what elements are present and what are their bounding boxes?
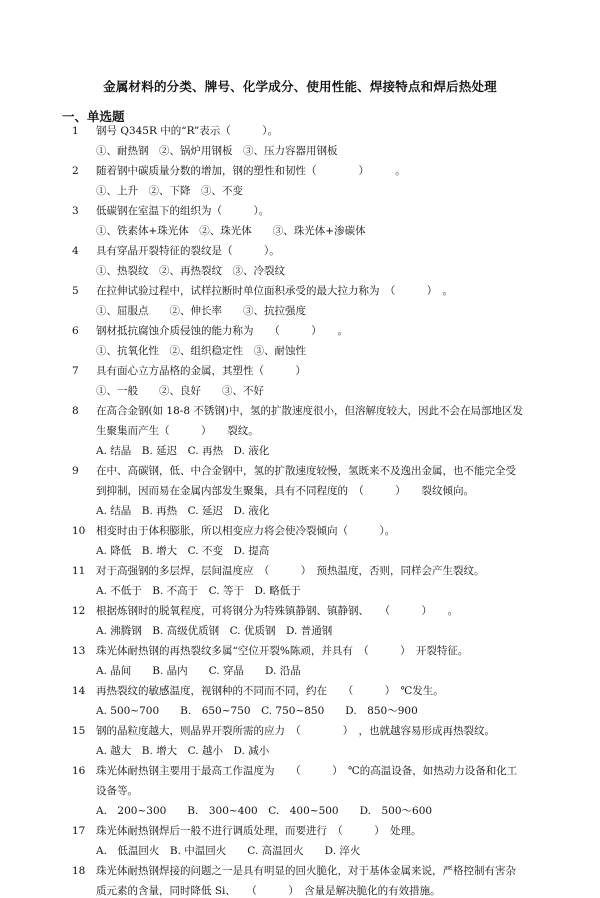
question-stem-line: 具有面心立方晶格的金属，其塑性（ ） [96,365,306,377]
question-stem-line: 相变时由于体积膨胀，所以相变应力将会使冷裂倾向（ ）。 [96,525,396,537]
question-number: 3 [72,205,79,217]
question-options: ①、铁素体+珠光体 ②、珠光体 ③、珠光体+渗碳体 [96,225,366,237]
question-number: 12 [72,605,86,617]
question-number: 1 [72,125,79,137]
question-stem-line: 钢号 Q345R 中的“R”表示（ ）。 [96,125,279,137]
question-stem-line: 到抑制，因而易在金属内部发生聚集，具有不同程度的 （ ） 裂纹倾向。 [96,485,474,497]
question-options: ①、抗氧化性 ②、组织稳定性 ③、耐蚀性 [96,345,306,357]
question-stem-line: 珠光体耐热钢焊接的问题之一是具有明显的回火脆化，对于基体金属来说，严格控制有害杂 [96,865,516,877]
question-number: 6 [72,325,79,337]
question-number: 10 [72,525,86,537]
question-options: A. 沸腾钢 B. 高级优质钢 C. 优质钢 D. 普通钢 [96,625,333,637]
question-stem-line: 在拉伸试验过程中，试样拉断时单位面积承受的最大拉力称为 （ ） 。 [96,285,453,297]
question-number: 4 [72,245,79,257]
question-stem-line: 再热裂纹的敏感温度，视钢种的不同而不同，约在 （ ） ℃发生。 [96,685,444,697]
question-stem-line: 在中、高碳钢，低、中合金钢中，氢的扩散速度较慢，氢既来不及逸出金属，也不能完全受 [96,465,516,477]
question-stem-line: 钢材抵抗腐蚀介质侵蚀的能力称为 （ ） 。 [96,325,348,337]
question-number: 17 [72,825,86,837]
question-options: ①、屈服点 ②、伸长率 ③、抗拉强度 [96,305,306,317]
question-stem-line: 珠光体耐热钢的再热裂纹多属“空位开裂%陈顽，并具有 （ ） 开裂特征。 [96,645,469,657]
question-stem-line: 珠光体耐热钢主要用于最高工作温度为 （ ） ℃的高温设备，如热动力设备和化工 [96,765,518,777]
question-stem-line: 具有穿晶开裂特征的裂纹是（ ）。 [96,245,280,257]
question-options: A. 降低 B. 增大 C. 不变 D. 提高 [96,545,270,557]
question-number: 5 [72,285,79,297]
question-options: A. 500~700 B. 650~750 C. 750~850 D. 850～900 [96,705,418,717]
question-number: 15 [72,725,86,737]
question-number: 2 [72,165,79,177]
question-number: 11 [72,565,86,577]
question-number: 14 [72,685,86,697]
question-options: ①、上升 ②、下降 ③、不变 [96,185,243,197]
question-options: ①、一般 ②、良好 ③、不好 [96,385,264,397]
question-stem-line: 随着钢中碳质量分数的增加，钢的塑性和韧性（ ） 。 [96,165,406,177]
question-number: 13 [72,645,86,657]
question-options: A. 低温回火 B. 中温回火 C. 高温回火 D. 淬火 [96,845,361,857]
question-stem-line: 生聚集而产生（ ） 裂纹。 [96,425,259,437]
question-stem-line: 对于高强钢的多层焊，层间温度应 （ ） 预热温度，否则，同样会产生裂纹。 [96,565,485,577]
question-number: 7 [72,365,79,377]
question-stem-line: 质元素的含量，同时降低 Si、 （ ） 含量是解决脆化的有效措施。 [96,885,441,897]
question-stem-line: 根据炼钢时的脱氧程度，可将钢分为特殊镇静钢、镇静钢、 （ ） 。 [96,605,459,617]
question-number: 9 [72,465,79,477]
question-stem-line: 低碳钢在室温下的组织为（ ）。 [96,205,270,217]
section-heading: 一、单选题 [62,109,125,124]
question-options: A. 不低于 B. 不高于 C. 等于 D. 略低于 [96,585,301,597]
question-stem-line: 在高合金钢(如 18-8 不锈钢)中，氢的扩散速度很小，但溶解度较大，因此不会在局部地区发 [96,405,523,417]
question-options: ①、热裂纹 ②、再热裂纹 ③、冷裂纹 [96,265,285,277]
question-stem-line: 珠光体耐热钢焊后一般不进行调质处理，而要进行 （ ） 处理。 [96,825,422,837]
question-number: 16 [72,765,86,777]
question-number: 8 [72,405,79,417]
question-options: A. 结晶 B. 延迟 C. 再热 D. 液化 [96,445,270,457]
question-options: A. 越大 B. 增大 C. 越小 D. 减小 [96,745,270,757]
question-stem-line: 钢的晶粒度越大，则晶界开裂所需的应力 （ ） ，也就越容易形成再热裂纹。 [96,725,495,737]
question-options: A. 200~300 B. 300~400 C. 400~500 D. 500～600 [96,805,433,817]
question-stem-line: 设备等。 [96,785,138,797]
document-title: 金属材料的分类、牌号、化学成分、使用性能、焊接特点和焊后热处理 [103,79,497,94]
question-options: A. 晶间 B. 晶内 C. 穿晶 D. 沿晶 [96,665,301,677]
question-options: A. 结晶 B. 再热 C. 延迟 D. 液化 [96,505,270,517]
question-number: 18 [72,865,86,877]
question-options: ①、耐热钢 ②、锅炉用钢板 ③、压力容器用钢板 [96,145,338,157]
